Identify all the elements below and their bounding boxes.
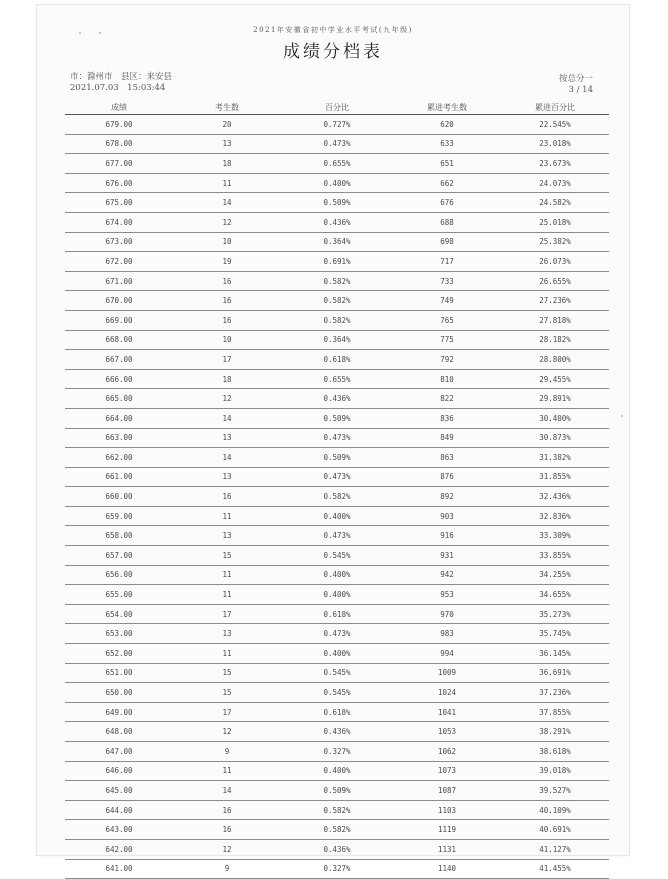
cell-count: 15 (222, 688, 232, 698)
cell-cumulative-count: 792 (440, 354, 454, 364)
cell-cumulative-percent: 40.109% (539, 805, 571, 815)
cell-percent: 0.582% (323, 825, 351, 835)
cell-cumulative-count: 916 (440, 531, 454, 541)
cell-cumulative-count: 810 (440, 374, 454, 384)
cell-cumulative-count: 1041 (437, 707, 457, 717)
table-row (65, 664, 609, 684)
cell-cumulative-percent: 28.182% (539, 335, 571, 345)
cell-percent: 0.582% (323, 315, 351, 325)
cell-score: 656.00 (105, 570, 133, 580)
col-header-cumulative-count: 累进考生数 (427, 102, 467, 112)
cell-cumulative-count: 1103 (437, 805, 457, 815)
cell-count: 11 (222, 648, 232, 658)
table-row (65, 291, 609, 311)
cell-cumulative-percent: 23.673% (539, 158, 571, 168)
cell-cumulative-count: 749 (440, 296, 454, 306)
cell-percent: 0.618% (323, 609, 351, 619)
cell-percent: 0.473% (323, 472, 351, 482)
cell-percent: 0.509% (323, 452, 351, 462)
cell-cumulative-count: 1009 (437, 668, 457, 678)
cell-percent: 0.400% (323, 766, 351, 776)
cell-cumulative-count: 1062 (437, 746, 457, 756)
table-row (65, 233, 609, 253)
cell-cumulative-percent: 37.236% (539, 688, 571, 698)
cell-percent: 0.582% (323, 276, 351, 286)
cell-cumulative-percent: 27.818% (539, 315, 571, 325)
cell-cumulative-count: 942 (440, 570, 454, 580)
cell-percent: 0.509% (323, 785, 351, 795)
cell-score: 650.00 (105, 688, 133, 698)
cell-percent: 0.655% (323, 158, 351, 168)
cell-score: 669.00 (105, 315, 133, 325)
cell-count: 12 (222, 844, 232, 854)
cell-score: 661.00 (105, 472, 133, 482)
cell-score: 662.00 (105, 452, 133, 462)
cell-score: 657.00 (105, 550, 133, 560)
cell-percent: 0.509% (323, 413, 351, 423)
cell-percent: 0.727% (323, 119, 351, 129)
cell-percent: 0.400% (323, 570, 351, 580)
cell-count: 12 (222, 727, 232, 737)
cell-cumulative-percent: 37.855% (539, 707, 571, 717)
cell-cumulative-percent: 36.691% (539, 668, 571, 678)
table-row (65, 605, 609, 625)
cell-count: 16 (222, 315, 232, 325)
cell-cumulative-count: 931 (440, 550, 454, 560)
cell-cumulative-count: 983 (440, 629, 454, 639)
cell-score: 641.00 (105, 864, 133, 874)
table-row (65, 585, 609, 605)
cell-score: 655.00 (105, 590, 133, 600)
cell-score: 658.00 (105, 531, 133, 541)
cell-cumulative-percent: 31.855% (539, 472, 571, 482)
cell-percent: 0.655% (323, 374, 351, 384)
cell-percent: 0.364% (323, 237, 351, 247)
table-row (65, 683, 609, 703)
cell-count: 12 (222, 217, 232, 227)
cell-count: 16 (222, 825, 232, 835)
cell-percent: 0.436% (323, 394, 351, 404)
cell-percent: 0.509% (323, 198, 351, 208)
cell-cumulative-count: 1073 (437, 766, 457, 776)
cell-cumulative-count: 1140 (437, 864, 457, 874)
cell-count: 15 (222, 668, 232, 678)
table-row (65, 860, 609, 879)
meta-left (70, 72, 172, 94)
table-row (65, 448, 609, 468)
cell-cumulative-count: 688 (440, 217, 454, 227)
cell-score: 666.00 (105, 374, 133, 384)
table-row (65, 840, 609, 860)
cell-cumulative-percent: 40.691% (539, 825, 571, 835)
page-indicator: 3 / 14 (568, 85, 593, 95)
cell-count: 16 (222, 805, 232, 815)
cell-count: 14 (222, 452, 232, 462)
cell-count: 15 (222, 550, 232, 560)
cell-count: 9 (224, 746, 230, 756)
score-table (65, 100, 609, 879)
cell-cumulative-count: 651 (440, 158, 454, 168)
cell-cumulative-percent: 31.382% (539, 452, 571, 462)
col-header-percent: 百分比 (325, 102, 349, 112)
cell-cumulative-count: 765 (440, 315, 454, 325)
table-row (65, 801, 609, 821)
cell-count: 17 (222, 707, 232, 717)
cell-cumulative-count: 876 (440, 472, 454, 482)
col-header-score: 成绩 (111, 102, 127, 112)
cell-cumulative-percent: 34.655% (539, 590, 571, 600)
cell-score: 671.00 (105, 276, 133, 286)
table-row (65, 272, 609, 292)
cell-cumulative-percent: 39.018% (539, 766, 571, 776)
cell-percent: 0.436% (323, 727, 351, 737)
cell-count: 19 (222, 256, 232, 266)
cell-count: 10 (222, 335, 232, 345)
cell-percent: 0.582% (323, 296, 351, 306)
cell-score: 678.00 (105, 139, 133, 149)
cell-score: 673.00 (105, 237, 133, 247)
cell-cumulative-count: 775 (440, 335, 454, 345)
cell-cumulative-percent: 35.745% (539, 629, 571, 639)
cell-cumulative-percent: 32.436% (539, 492, 571, 502)
cell-score: 672.00 (105, 256, 133, 266)
cell-score: 645.00 (105, 785, 133, 795)
table-row (65, 703, 609, 723)
cell-cumulative-count: 698 (440, 237, 454, 247)
cell-score: 643.00 (105, 825, 133, 835)
cell-cumulative-percent: 30.873% (539, 433, 571, 443)
cell-score: 676.00 (105, 178, 133, 188)
scan-speck (621, 415, 623, 417)
cell-cumulative-percent: 39.527% (539, 785, 571, 795)
cell-score: 651.00 (105, 668, 133, 678)
cell-count: 13 (222, 629, 232, 639)
cell-count: 13 (222, 531, 232, 541)
cell-percent: 0.473% (323, 629, 351, 639)
cell-cumulative-count: 676 (440, 198, 454, 208)
cell-percent: 0.400% (323, 590, 351, 600)
table-row (65, 389, 609, 409)
cell-score: 675.00 (105, 198, 133, 208)
cell-cumulative-count: 863 (440, 452, 454, 462)
cell-percent: 0.582% (323, 805, 351, 815)
cell-score: 652.00 (105, 648, 133, 658)
document-subtitle: 2021年安徽省初中学业水平考试(九年级) (253, 26, 413, 34)
cell-percent: 0.691% (323, 256, 351, 266)
cell-cumulative-count: 994 (440, 648, 454, 658)
document-title: 成绩分档表 (283, 42, 383, 62)
cell-score: 647.00 (105, 746, 133, 756)
cell-count: 13 (222, 472, 232, 482)
cell-cumulative-percent: 41.127% (539, 844, 571, 854)
table-row (65, 370, 609, 390)
cell-count: 14 (222, 198, 232, 208)
table-row (65, 546, 609, 566)
cell-count: 11 (222, 178, 232, 188)
cell-count: 17 (222, 609, 232, 619)
cell-cumulative-count: 1119 (437, 825, 457, 835)
cell-score: 654.00 (105, 609, 133, 619)
table-row (65, 644, 609, 664)
table-row (65, 409, 609, 429)
cell-percent: 0.545% (323, 668, 351, 678)
cell-score: 642.00 (105, 844, 133, 854)
cell-cumulative-count: 1024 (437, 688, 457, 698)
cell-cumulative-percent: 25.382% (539, 237, 571, 247)
table-row (65, 781, 609, 801)
cell-count: 13 (222, 433, 232, 443)
cell-percent: 0.400% (323, 648, 351, 658)
cell-score: 677.00 (105, 158, 133, 168)
cell-count: 12 (222, 394, 232, 404)
cell-cumulative-count: 836 (440, 413, 454, 423)
cell-cumulative-percent: 33.855% (539, 550, 571, 560)
cell-percent: 0.545% (323, 550, 351, 560)
cell-score: 663.00 (105, 433, 133, 443)
table-row (65, 154, 609, 174)
cell-cumulative-percent: 34.255% (539, 570, 571, 580)
cell-cumulative-percent: 29.455% (539, 374, 571, 384)
cell-cumulative-percent: 23.018% (539, 139, 571, 149)
cell-percent: 0.618% (323, 354, 351, 364)
cell-cumulative-percent: 29.891% (539, 394, 571, 404)
table-row (65, 526, 609, 546)
cell-cumulative-percent: 38.618% (539, 746, 571, 756)
document-page (36, 4, 630, 874)
cell-score: 667.00 (105, 354, 133, 364)
cell-cumulative-percent: 26.655% (539, 276, 571, 286)
table-row (65, 252, 609, 272)
cell-cumulative-percent: 32.836% (539, 511, 571, 521)
cell-cumulative-percent: 28.800% (539, 354, 571, 364)
cell-score: 649.00 (105, 707, 133, 717)
cell-percent: 0.436% (323, 844, 351, 854)
table-row (65, 331, 609, 351)
cell-count: 14 (222, 413, 232, 423)
cell-count: 13 (222, 139, 232, 149)
cell-cumulative-percent: 22.545% (539, 119, 571, 129)
cell-percent: 0.327% (323, 864, 351, 874)
region-label: 市：滁州市 县区：来安县 (70, 72, 173, 82)
table-row (65, 468, 609, 488)
cell-cumulative-count: 662 (440, 178, 454, 188)
cell-cumulative-percent: 27.236% (539, 296, 571, 306)
cell-cumulative-count: 1053 (437, 727, 457, 737)
cell-cumulative-percent: 33.309% (539, 531, 571, 541)
cell-cumulative-count: 970 (440, 609, 454, 619)
cell-count: 16 (222, 296, 232, 306)
cell-score: 668.00 (105, 335, 133, 345)
cell-percent: 0.473% (323, 433, 351, 443)
cell-cumulative-percent: 25.018% (539, 217, 571, 227)
cell-score: 646.00 (105, 766, 133, 776)
table-row (65, 722, 609, 742)
table-row (65, 311, 609, 331)
cell-percent: 0.582% (323, 492, 351, 502)
cell-percent: 0.436% (323, 217, 351, 227)
cell-count: 20 (222, 119, 232, 129)
cell-count: 14 (222, 785, 232, 795)
table-header-row (65, 100, 609, 115)
cell-cumulative-count: 717 (440, 256, 454, 266)
cell-percent: 0.618% (323, 707, 351, 717)
datetime-label: 2021.07.03 15:03:44 (70, 83, 166, 93)
cell-score: 648.00 (105, 727, 133, 737)
table-row (65, 135, 609, 155)
table-row (65, 193, 609, 213)
cell-count: 16 (222, 492, 232, 502)
cell-cumulative-count: 620 (440, 119, 454, 129)
cell-cumulative-count: 1087 (437, 785, 457, 795)
cell-count: 10 (222, 237, 232, 247)
cell-count: 11 (222, 766, 232, 776)
col-header-count: 考生数 (215, 102, 239, 112)
cell-cumulative-count: 892 (440, 492, 454, 502)
table-row (65, 762, 609, 782)
cell-score: 664.00 (105, 413, 133, 423)
cell-percent: 0.400% (323, 178, 351, 188)
cell-percent: 0.473% (323, 531, 351, 541)
cell-cumulative-count: 733 (440, 276, 454, 286)
cell-cumulative-percent: 38.291% (539, 727, 571, 737)
cell-score: 653.00 (105, 629, 133, 639)
cell-cumulative-count: 822 (440, 394, 454, 404)
cell-cumulative-count: 1131 (437, 844, 457, 854)
cell-percent: 0.545% (323, 688, 351, 698)
cell-count: 17 (222, 354, 232, 364)
cell-cumulative-percent: 24.582% (539, 198, 571, 208)
cell-cumulative-percent: 35.273% (539, 609, 571, 619)
cell-percent: 0.473% (323, 139, 351, 149)
cell-cumulative-count: 633 (440, 139, 454, 149)
table-row (65, 566, 609, 586)
cell-cumulative-percent: 36.145% (539, 648, 571, 658)
table-row (65, 350, 609, 370)
cell-percent: 0.400% (323, 511, 351, 521)
cell-count: 16 (222, 276, 232, 286)
table-row (65, 213, 609, 233)
table-row (65, 174, 609, 194)
cell-percent: 0.327% (323, 746, 351, 756)
cell-count: 9 (224, 864, 230, 874)
cell-cumulative-percent: 41.455% (539, 864, 571, 874)
table-row (65, 487, 609, 507)
cell-cumulative-percent: 26.073% (539, 256, 571, 266)
cell-count: 11 (222, 590, 232, 600)
cell-score: 644.00 (105, 805, 133, 815)
meta-right (559, 74, 593, 96)
cell-cumulative-count: 849 (440, 433, 454, 443)
table-row (65, 820, 609, 840)
table-row (65, 742, 609, 762)
cell-score: 660.00 (105, 492, 133, 502)
cell-count: 18 (222, 374, 232, 384)
table-body (65, 115, 609, 879)
table-row (65, 507, 609, 527)
cell-score: 679.00 (105, 119, 133, 129)
col-header-cumulative-percent: 累进百分比 (535, 102, 575, 112)
cell-count: 18 (222, 158, 232, 168)
table-row (65, 115, 609, 135)
cell-cumulative-count: 953 (440, 590, 454, 600)
table-row (65, 624, 609, 644)
cell-count: 11 (222, 511, 232, 521)
cell-percent: 0.364% (323, 335, 351, 345)
sort-label: 按总分一 (558, 74, 593, 84)
cell-cumulative-count: 903 (440, 511, 454, 521)
cell-cumulative-percent: 24.073% (539, 178, 571, 188)
cell-score: 665.00 (105, 394, 133, 404)
table-row (65, 429, 609, 449)
cell-score: 674.00 (105, 217, 133, 227)
cell-cumulative-percent: 30.400% (539, 413, 571, 423)
cell-count: 11 (222, 570, 232, 580)
cell-score: 659.00 (105, 511, 133, 521)
cell-score: 670.00 (105, 296, 133, 306)
